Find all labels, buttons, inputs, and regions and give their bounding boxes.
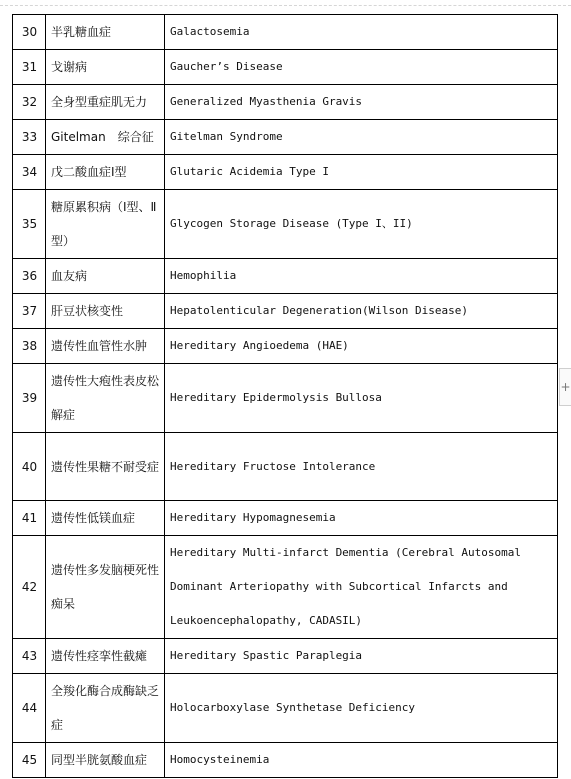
row-number: 33 (13, 120, 46, 155)
table-row (13, 364, 558, 433)
row-number: 45 (13, 743, 46, 778)
row-number: 38 (13, 329, 46, 364)
row-number: 44 (13, 674, 46, 743)
table-row (13, 155, 558, 190)
english-name: Hemophilia (165, 259, 558, 294)
english-name: Glutaric Acidemia Type I (165, 155, 558, 190)
chinese-name: 戈谢病 (46, 50, 165, 85)
chinese-name: Gitelman 综合征 (46, 120, 165, 155)
english-name: Gitelman Syndrome (165, 120, 558, 155)
english-name: Holocarboxylase Synthetase Deficiency (165, 674, 558, 743)
chinese-name: 遗传性多发脑梗死性痴呆 (46, 536, 165, 639)
english-name: Hereditary Fructose Intolerance (165, 433, 558, 501)
chinese-name: 半乳糖血症 (46, 15, 165, 50)
chinese-name: 遗传性大疱性表皮松解症 (46, 364, 165, 433)
chinese-name: 遗传性血管性水肿 (46, 329, 165, 364)
row-number: 32 (13, 85, 46, 120)
row-number: 37 (13, 294, 46, 329)
english-name: Hereditary Spastic Paraplegia (165, 639, 558, 674)
table-row (13, 536, 558, 639)
row-number: 35 (13, 190, 46, 259)
english-name: Hereditary Hypomagnesemia (165, 501, 558, 536)
english-name: Hereditary Multi-infarct Dementia (Cerebral Autosomal Dominant Arteriopathy with Subcortical Infarcts and Leukoencephalopathy, CADASIL) (165, 536, 558, 639)
chinese-name: 全身型重症肌无力 (46, 85, 165, 120)
english-name: Glycogen Storage Disease (Type I、II) (165, 190, 558, 259)
chinese-name: 糖原累积病（Ⅰ型、Ⅱ型） (46, 190, 165, 259)
row-number: 42 (13, 536, 46, 639)
table-row (13, 294, 558, 329)
english-name: Gaucher’s Disease (165, 50, 558, 85)
chinese-name: 遗传性低镁血症 (46, 501, 165, 536)
chinese-name: 全羧化酶合成酶缺乏症 (46, 674, 165, 743)
row-number: 31 (13, 50, 46, 85)
chinese-name: 血友病 (46, 259, 165, 294)
chinese-name: 同型半胱氨酸血症 (46, 743, 165, 778)
table-row (13, 85, 558, 120)
english-name: Generalized Myasthenia Gravis (165, 85, 558, 120)
table-row (13, 501, 558, 536)
plus-icon: + (560, 380, 571, 394)
rare-disease-table (12, 14, 558, 778)
english-name: Galactosemia (165, 15, 558, 50)
page-top-margin-guide (0, 5, 571, 6)
row-number: 30 (13, 15, 46, 50)
row-number: 41 (13, 501, 46, 536)
english-name: Hepatolenticular Degeneration(Wilson Disease) (165, 294, 558, 329)
chinese-name: 肝豆状核变性 (46, 294, 165, 329)
table-row (13, 639, 558, 674)
row-number: 34 (13, 155, 46, 190)
table-row (13, 674, 558, 743)
english-name: Homocysteinemia (165, 743, 558, 778)
table-body (13, 15, 558, 778)
row-number: 39 (13, 364, 46, 433)
table-row (13, 259, 558, 294)
english-name: Hereditary Angioedema (HAE) (165, 329, 558, 364)
table-row (13, 15, 558, 50)
table-row (13, 743, 558, 778)
english-name: Hereditary Epidermolysis Bullosa (165, 364, 558, 433)
chinese-name: 遗传性痉挛性截瘫 (46, 639, 165, 674)
expand-panel-button[interactable] (559, 368, 571, 406)
chinese-name: 戊二酸血症Ⅰ型 (46, 155, 165, 190)
table-row (13, 120, 558, 155)
table-row (13, 50, 558, 85)
table-row (13, 329, 558, 364)
table-row (13, 190, 558, 259)
row-number: 43 (13, 639, 46, 674)
row-number: 36 (13, 259, 46, 294)
table-row (13, 433, 558, 501)
row-number: 40 (13, 433, 46, 501)
chinese-name: 遗传性果糖不耐受症 (46, 433, 165, 501)
